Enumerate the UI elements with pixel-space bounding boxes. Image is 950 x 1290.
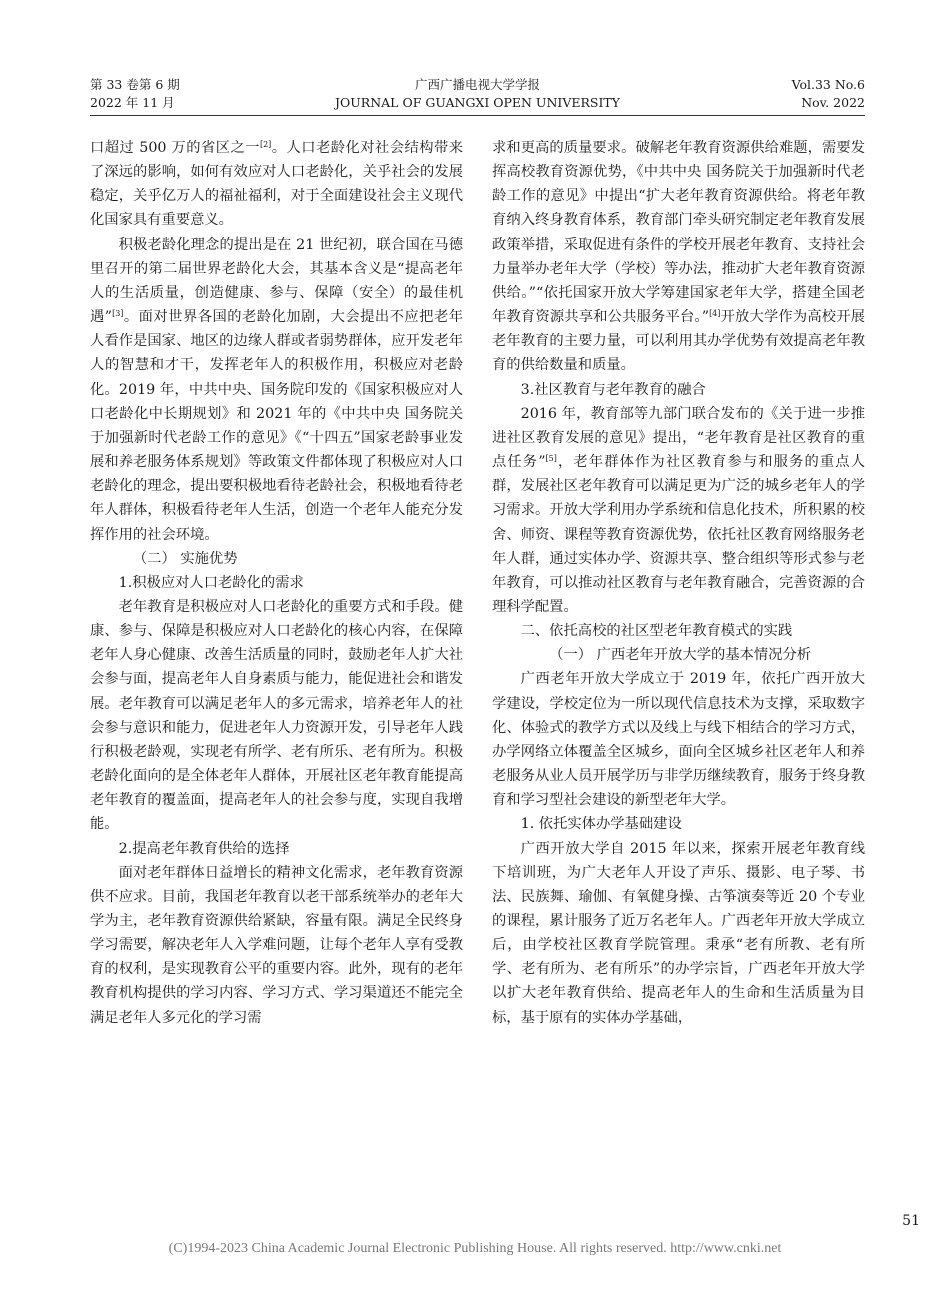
section-heading xyxy=(492,619,865,643)
left-column xyxy=(90,136,463,1030)
right-column xyxy=(492,136,865,1030)
section-heading xyxy=(90,837,463,861)
section-heading xyxy=(90,547,463,571)
paragraph-text: 求和更高的质量要求。破解老年教育资源供给难题，需要发挥高校教育资源优势，《中共中央 国务院关于加强新时代老龄工作的意见》中提出“扩大老年教育资源供给。将老年教育纳入终身教育体系，教育部门牵头研究制定老年教育发展政策举措，采取促进有条件的学校开展老年教育、支持社会力量举办老年大学（学校）等办法，推动扩大老年教育资源供给。”“依托国家开放大学筹建国家老年大学，搭建全国老年教育资源共享和公共服务平台。” xyxy=(492,140,865,326)
citation-marker: [3] xyxy=(112,309,124,319)
running-header xyxy=(90,76,865,114)
paragraph-text-tail: 开放大学作为高校开展老年教育的主要力量，可以利用其办学优势有效提高老年教育的供给数量和质量。 xyxy=(492,309,865,374)
issue-info-en xyxy=(792,76,865,112)
citation-marker: [5] xyxy=(545,454,557,464)
paragraph-text: 面对老年群体日益增长的精神文化需求，老年教育资源供不应求。目前，我国老年教育以老干部系统举办的老年大学为主，老年教育资源供给紧缺，容量有限。满足全民终身学习需要，解决老年人入学难问题，让每个老年人享有受教育的权利，是实现教育公平的重要内容。此外，现有的老年教育机构提供的学习内容、学习方式、学习渠道还不能完全满足老年人多元化的学习需 xyxy=(90,864,463,1026)
section-heading xyxy=(492,378,865,402)
paragraph-text: 广西开放大学自 2015 年以来，探索开展老年教育线下培训班，为广大老年人开设了声乐、摄影、电子琴、书法、民族舞、瑜伽、有氧健身操、古筝演奏等近 20 个专业的课程，累计服务了近万名老年人。广西老年开放大学成立后，由学校社区教育学院管理。秉承“老有所教、老有所学、老有所为、老有所乐”的办学宗旨，广西老年开放大学以扩大老年教育供给、提高老年人的生命和生活质量为目标，基于原有的实体办学基础， xyxy=(492,840,865,1026)
journal-title-en: JOURNAL OF GUANGXI OPEN UNIVERSITY xyxy=(335,95,620,110)
journal-title-cn: 广西广播电视大学学报 xyxy=(414,77,540,92)
issue-date: 2022 年 11 月 xyxy=(90,95,175,110)
section-heading xyxy=(492,643,865,667)
citation-marker: [2] xyxy=(259,140,272,149)
citation-marker: [4] xyxy=(709,309,721,319)
paragraph-text: 1.积极应对人口老龄化的需求 xyxy=(118,574,304,591)
paragraph-text: 老年教育是积极应对人口老龄化的重要方式和手段。健康、参与、保障是积极应对人口老龄化的核心内容，在保障老年人身心健康、改善生活质量的同时，鼓励老年人扩大社会参与面，提高老年人自身素质与能力，能促进社会和谐发展。老年教育可以满足老年人的多元需求，培养老年人的社会参与意识和能力，促进老年人力资源开发，引导老年人践行积极老龄观，实现老有所学、老有所乐、老有所为。积极老龄化面向的是全体老年人群体，开展社区老年教育能提高老年教育的覆盖面，提高老年人的社会参与度，实现自我增能。 xyxy=(90,598,463,833)
body-paragraph xyxy=(492,667,865,812)
paragraph-text: 积极老龄化理念的提出是在 21 世纪初，联合国在马德里召开的第二届世界老龄化大会，其基本含义是“提高老年人的生活质量，创造健康、参与、保障（安全）的最佳机遇” xyxy=(90,236,463,326)
paragraph-text-tail: ，老年群体作为社区教育参与和服务的重点人群，发展社区老年教育可以满足更为广泛的城乡老年人的学习需求。开放大学利用办学系统和信息化技术，所积累的校舍、师资、课程等教育资源优势，依托社区教育网络服务老年人群，通过实体办学、资源共享、整合组织等形式参与老年教育，可以推动社区教育与老年教育融合，完善资源的合理科学配置。 xyxy=(492,454,865,615)
paragraph-text: 口超过 500 万的省区之一 xyxy=(90,140,260,156)
body-paragraph xyxy=(90,595,463,837)
paragraph-text-tail: 。面对世界各国的老龄化加剧，大会提出不应把老年人看作是国家、地区的边缘人群或者弱势群体，应开发老年人的智慧和才干，发挥老年人的积极作用，积极应对老龄化。2019 年，中共中央、国务院印发的《国家积极应对人口老龄化中长期规划》和 2021 年的《中共中央 国务院关于加强新时代老龄工作的意见》《“十四五”国家老龄事业发展和养老服务体系规划》等政策文件都体现了积极应对人口老龄化的理念，提出要积极地看待老龄社会，积极地看待老年人群体，积极看待老年人生活，创造一个老年人能充分发挥作用的社会环境。 xyxy=(90,309,463,543)
paragraph-text: 1. 依托实体办学基础建设 xyxy=(520,816,682,833)
volume-issue: 第 33 卷第 6 期 xyxy=(90,77,180,92)
journal-title xyxy=(90,76,865,112)
body-paragraph xyxy=(90,861,463,1030)
body-paragraph xyxy=(90,136,463,233)
volume-issue-en: Vol.33 No.6 xyxy=(791,77,865,92)
paragraph-text: （一） 广西老年开放大学的基本情况分析 xyxy=(549,647,812,664)
paragraph-text: 二、依托高校的社区型老年教育模式的实践 xyxy=(520,623,793,640)
paragraph-text: 2.提高老年教育供给的选择 xyxy=(118,840,290,857)
body-paragraph xyxy=(90,233,463,547)
body-paragraph xyxy=(492,136,865,378)
paragraph-text: （二） 实施优势 xyxy=(132,550,238,567)
copyright-footer: (C)1994-2023 China Academic Journal Electronic Publishing House. All rights reserved. http://www.cnki.net xyxy=(168,1241,782,1256)
paragraph-text-tail: 。人口老龄化对社会结构带来了深远的影响，如何有效应对人口老龄化，关乎社会的发展稳定，关乎亿万人的福祉福利，对于全面建设社会主义现代化国家具有重要意义。 xyxy=(90,140,463,229)
paragraph-text: 广西老年开放大学成立于 2019 年，依托广西开放大学建设，学校定位为一所以现代信息技术为支撑，采取数字化、体验式的教学方式以及线上与线下相结合的学习方式，办学网络立体覆盖全区城乡，面向全区城乡社区老年人和养老服务从业人员开展学历与非学历继续教育，服务于终身教育和学习型社会建设的新型老年大学。 xyxy=(492,671,865,809)
paragraph-text: 2016 年，教育部等九部门联合发布的《关于进一步推进社区教育发展的意见》提出，“老年教育是社区教育的重点任务” xyxy=(492,405,865,471)
section-heading xyxy=(492,812,865,836)
body-paragraph xyxy=(492,837,865,1030)
issue-date-en: Nov. 2022 xyxy=(801,95,865,110)
page-number: 51 xyxy=(902,1213,920,1229)
section-heading xyxy=(90,571,463,595)
header-rule xyxy=(90,115,865,116)
paragraph-text: 3.社区教育与老年教育的融合 xyxy=(520,381,706,398)
body-paragraph xyxy=(492,402,865,619)
